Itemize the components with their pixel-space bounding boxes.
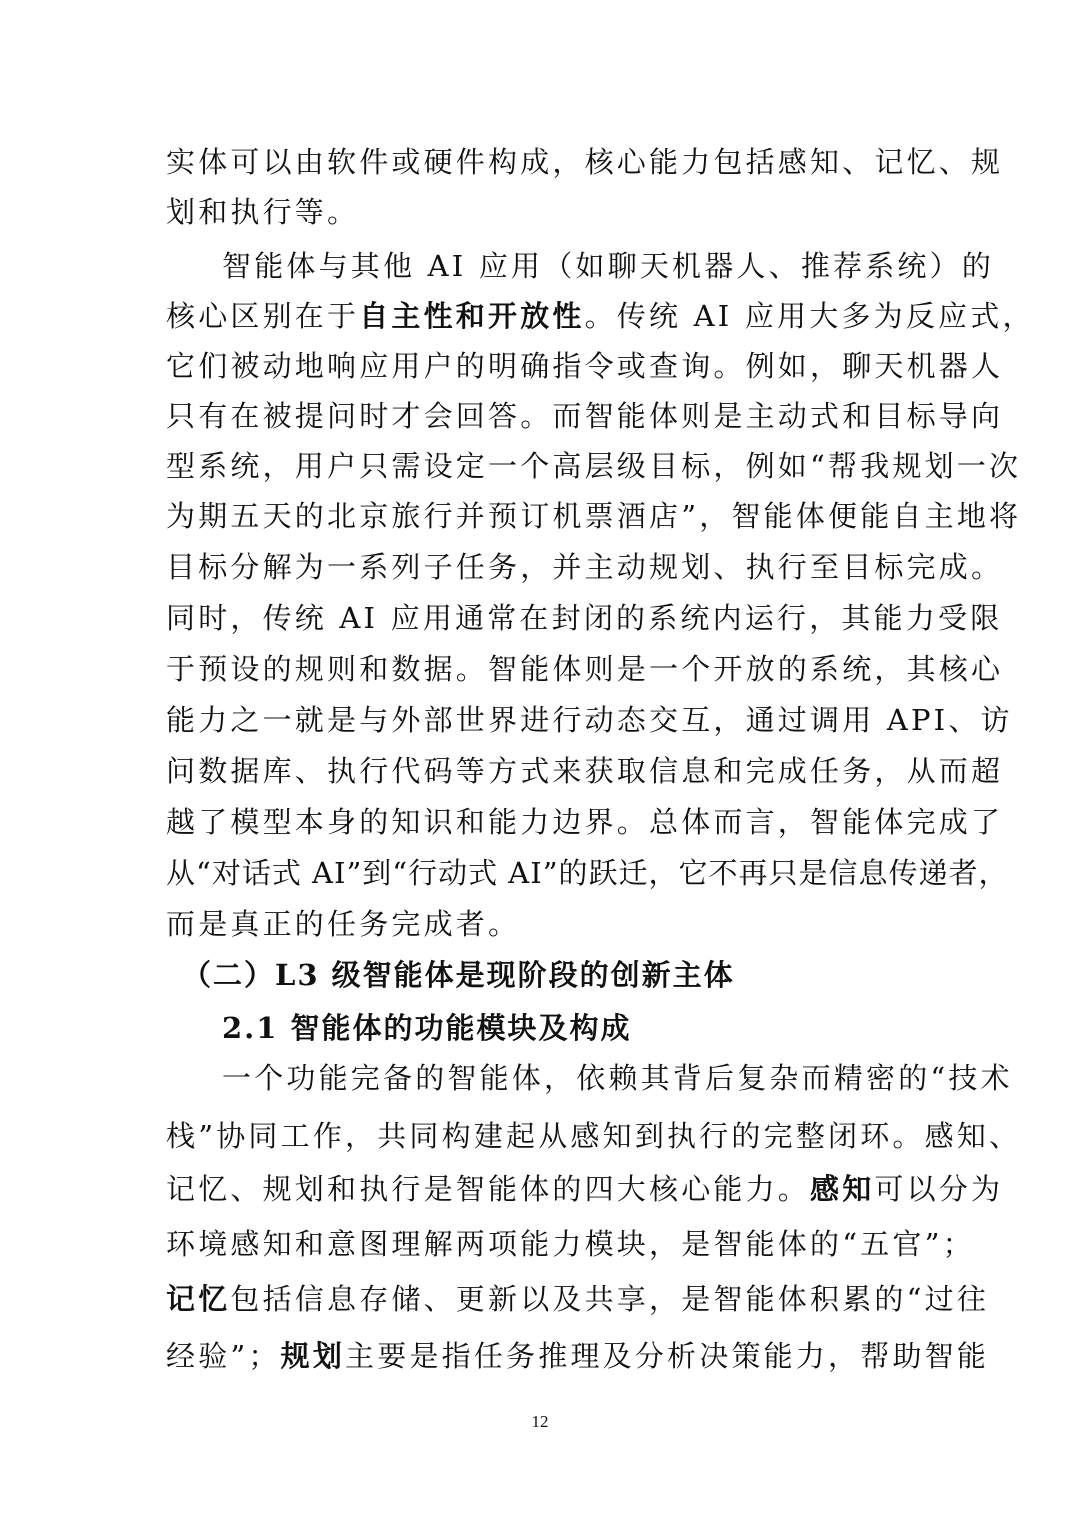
paragraph-line (166, 290, 1035, 342)
paragraph-line (166, 1330, 990, 1382)
text-segment: 可以分为 (874, 1172, 1004, 1206)
paragraph-line: 从“对话式 AI”到“行动式 AI”的跃迁，它不再只是信息传递者， (166, 856, 1009, 890)
paragraph-line: 而是真正的任务完成者。 (166, 907, 521, 941)
paragraph-line: 只有在被提问时才会回答。而智能体则是主动式和目标导向 (166, 399, 1004, 433)
section-heading: （二）L3 级智能体是现阶段的创新主体 (182, 958, 735, 992)
paragraph-line: 目标分解为一系列子任务，并主动规划、执行至目标完成。 (166, 550, 1004, 584)
text-segment: 记忆、规划和执行是智能体的四大核心能力。 (166, 1172, 811, 1206)
text-segment: 主要是指任务推理及分析决策能力，帮助智能 (345, 1339, 990, 1373)
bold-term: 感知 (810, 1172, 875, 1206)
page-number: 12 (531, 1412, 549, 1431)
paragraph-line: 智能体与其他 AI 应用（如聊天机器人、推荐系统）的 (222, 249, 995, 283)
text-segment: 。传统 AI 应用大多为反应式， (584, 299, 1035, 333)
paragraph-line: 环境感知和意图理解两项能力模块，是智能体的“五官”； (166, 1227, 975, 1261)
paragraph-line: 越了模型本身的知识和能力边界。总体而言，智能体完成了 (166, 805, 1004, 839)
bold-term: 规划 (280, 1339, 346, 1373)
paragraph-line (166, 1163, 1004, 1215)
text-segment: 经验”； (166, 1339, 281, 1373)
paragraph-line: 型系统，用户只需设定一个高层级目标，例如“帮我规划一次 (166, 449, 1022, 483)
paragraph-line: 栈”协同工作，共同构建起从感知到执行的完整闭环。感知、 (166, 1119, 1022, 1153)
paragraph-line: 问数据库、执行代码等方式来获取信息和完成任务，从而超 (166, 754, 1004, 788)
paragraph-line: 划和执行等。 (166, 195, 360, 229)
paragraph-line: 实体可以由软件或硬件构成，核心能力包括感知、记忆、规 (166, 145, 1004, 179)
subsection-heading: 2.1 智能体的功能模块及构成 (222, 1011, 632, 1045)
paragraph-line: 于预设的规则和数据。智能体则是一个开放的系统，其核心 (166, 652, 1004, 686)
paragraph-line: 同时，传统 AI 应用通常在封闭的系统内运行，其能力受限 (166, 601, 1003, 635)
paragraph-line: 能力之一就是与外部世界进行动态交互，通过调用 API、访 (166, 703, 1013, 737)
text-segment: 核心区别在于 (166, 299, 360, 333)
paragraph-line: 一个功能完备的智能体，依赖其背后复杂而精密的“技术 (222, 1061, 1013, 1095)
paragraph-line: 为期五天的北京旅行并预订机票酒店”，智能体便能自主地将 (166, 499, 1022, 533)
bold-term: 记忆 (166, 1282, 231, 1316)
text-segment: 包括信息存储、更新以及共享，是智能体积累的“过往 (230, 1282, 990, 1316)
paragraph-line (166, 1273, 990, 1325)
paragraph-line: 它们被动地响应用户的明确指令或查询。例如，聊天机器人 (166, 349, 1004, 383)
bold-term: 自主性和开放性 (359, 299, 585, 333)
